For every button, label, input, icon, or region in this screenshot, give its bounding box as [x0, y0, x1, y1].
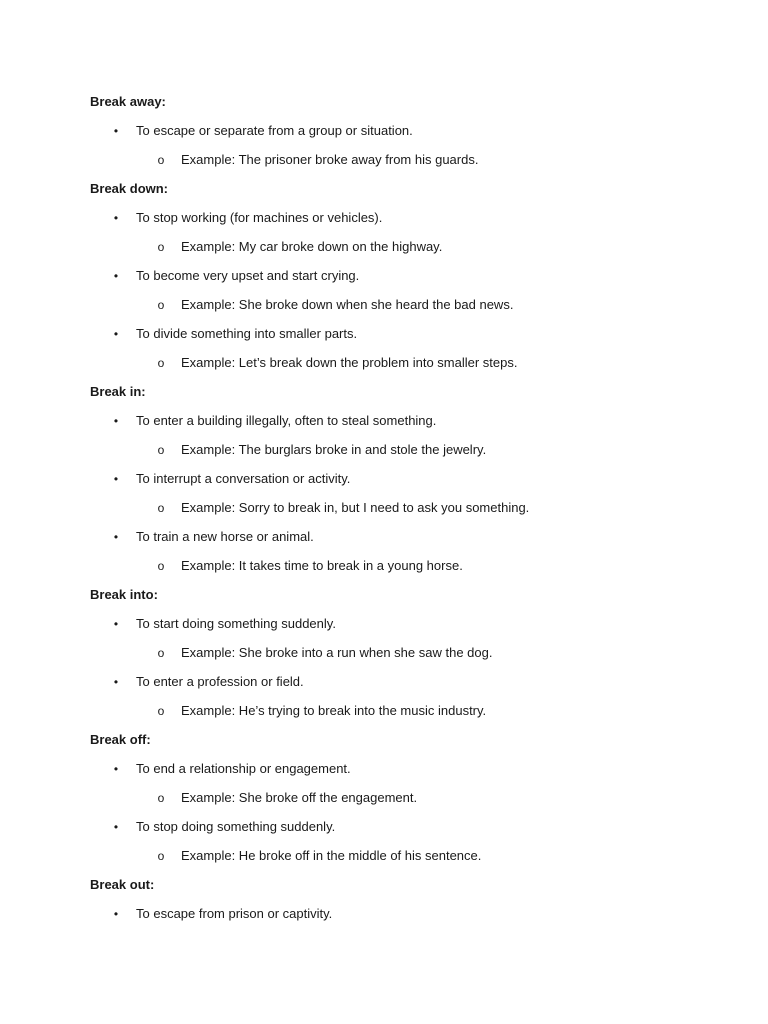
example-text: Example: He broke off in the middle of his sentence.	[181, 848, 482, 863]
definition-text: To divide something into smaller parts.	[136, 326, 358, 341]
example-text: Example: The burglars broke in and stole the jewelry.	[181, 442, 487, 457]
definition-text: To escape from prison or captivity.	[136, 906, 333, 921]
bullet-icon: •	[113, 472, 119, 486]
bullet-icon: •	[113, 327, 119, 341]
example-text: Example: Let’s break down the problem into smaller steps.	[181, 355, 518, 370]
example-line	[0, 789, 768, 818]
example-text: Example: Sorry to break in, but I need to ask you something.	[181, 500, 530, 515]
sense-item	[0, 470, 768, 528]
sense-item	[0, 528, 768, 586]
sense-item	[0, 325, 768, 383]
bullet-icon: •	[113, 269, 119, 283]
sub-bullet-icon: o	[157, 501, 165, 515]
entry-heading: Break into:	[90, 587, 158, 602]
sense-item	[0, 673, 768, 731]
phrasal-verb-list	[0, 93, 768, 934]
example-line	[0, 354, 768, 383]
definition-text: To end a relationship or engagement.	[136, 761, 351, 776]
example-text: Example: The prisoner broke away from his guards.	[181, 152, 479, 167]
example-line	[0, 499, 768, 528]
sense-item	[0, 412, 768, 470]
definition-line	[0, 209, 768, 238]
sub-bullet-icon: o	[157, 849, 165, 863]
bullet-icon: •	[113, 617, 119, 631]
sub-bullet-icon: o	[157, 153, 165, 167]
definition-text: To train a new horse or animal.	[136, 529, 314, 544]
definition-line	[0, 673, 768, 702]
phrasal-verb-entry	[0, 586, 768, 731]
definition-line	[0, 412, 768, 441]
definition-text: To become very upset and start crying.	[136, 268, 360, 283]
sense-item	[0, 905, 768, 934]
phrasal-verb-entry	[0, 93, 768, 180]
bullet-icon: •	[113, 211, 119, 225]
definition-text: To interrupt a conversation or activity.	[136, 471, 351, 486]
example-line	[0, 296, 768, 325]
sense-item	[0, 615, 768, 673]
definition-line	[0, 470, 768, 499]
bullet-icon: •	[113, 675, 119, 689]
entry-heading: Break down:	[90, 181, 169, 196]
definition-text: To escape or separate from a group or situation.	[136, 123, 413, 138]
sub-bullet-icon: o	[157, 559, 165, 573]
example-line	[0, 151, 768, 180]
example-line	[0, 847, 768, 876]
example-text: Example: She broke into a run when she saw the dog.	[181, 645, 493, 660]
example-line	[0, 557, 768, 586]
phrasal-verb-entry	[0, 731, 768, 876]
sub-bullet-icon: o	[157, 646, 165, 660]
definition-line	[0, 267, 768, 296]
phrasal-verb-entry	[0, 180, 768, 383]
definition-text: To enter a profession or field.	[136, 674, 304, 689]
sense-item	[0, 818, 768, 876]
phrasal-verb-entry	[0, 383, 768, 586]
sense-item	[0, 122, 768, 180]
bullet-icon: •	[113, 762, 119, 776]
definition-line	[0, 615, 768, 644]
sense-item	[0, 267, 768, 325]
sub-bullet-icon: o	[157, 443, 165, 457]
definition-line	[0, 760, 768, 789]
entry-heading: Break off:	[90, 732, 151, 747]
sub-bullet-icon: o	[157, 704, 165, 718]
bullet-icon: •	[113, 530, 119, 544]
example-line	[0, 238, 768, 267]
definition-line	[0, 905, 768, 934]
sense-item	[0, 760, 768, 818]
bullet-icon: •	[113, 124, 119, 138]
sub-bullet-icon: o	[157, 356, 165, 370]
example-line	[0, 644, 768, 673]
definition-line	[0, 818, 768, 847]
definition-text: To stop doing something suddenly.	[136, 819, 336, 834]
definition-text: To stop working (for machines or vehicles).	[136, 210, 383, 225]
sub-bullet-icon: o	[157, 298, 165, 312]
example-text: Example: She broke off the engagement.	[181, 790, 418, 805]
definition-line	[0, 325, 768, 354]
entry-heading: Break out:	[90, 877, 155, 892]
bullet-icon: •	[113, 414, 119, 428]
sub-bullet-icon: o	[157, 791, 165, 805]
entry-heading: Break in:	[90, 384, 146, 399]
definition-text: To start doing something suddenly.	[136, 616, 336, 631]
example-text: Example: It takes time to break in a young horse.	[181, 558, 463, 573]
example-text: Example: My car broke down on the highway.	[181, 239, 443, 254]
bullet-icon: •	[113, 907, 119, 921]
sense-item	[0, 209, 768, 267]
sub-bullet-icon: o	[157, 240, 165, 254]
entry-heading: Break away:	[90, 94, 166, 109]
example-text: Example: He’s trying to break into the music industry.	[181, 703, 487, 718]
phrasal-verb-entry	[0, 876, 768, 934]
example-line	[0, 441, 768, 470]
example-line	[0, 702, 768, 731]
definition-line	[0, 122, 768, 151]
definition-text: To enter a building illegally, often to steal something.	[136, 413, 437, 428]
example-text: Example: She broke down when she heard the bad news.	[181, 297, 514, 312]
definition-line	[0, 528, 768, 557]
bullet-icon: •	[113, 820, 119, 834]
